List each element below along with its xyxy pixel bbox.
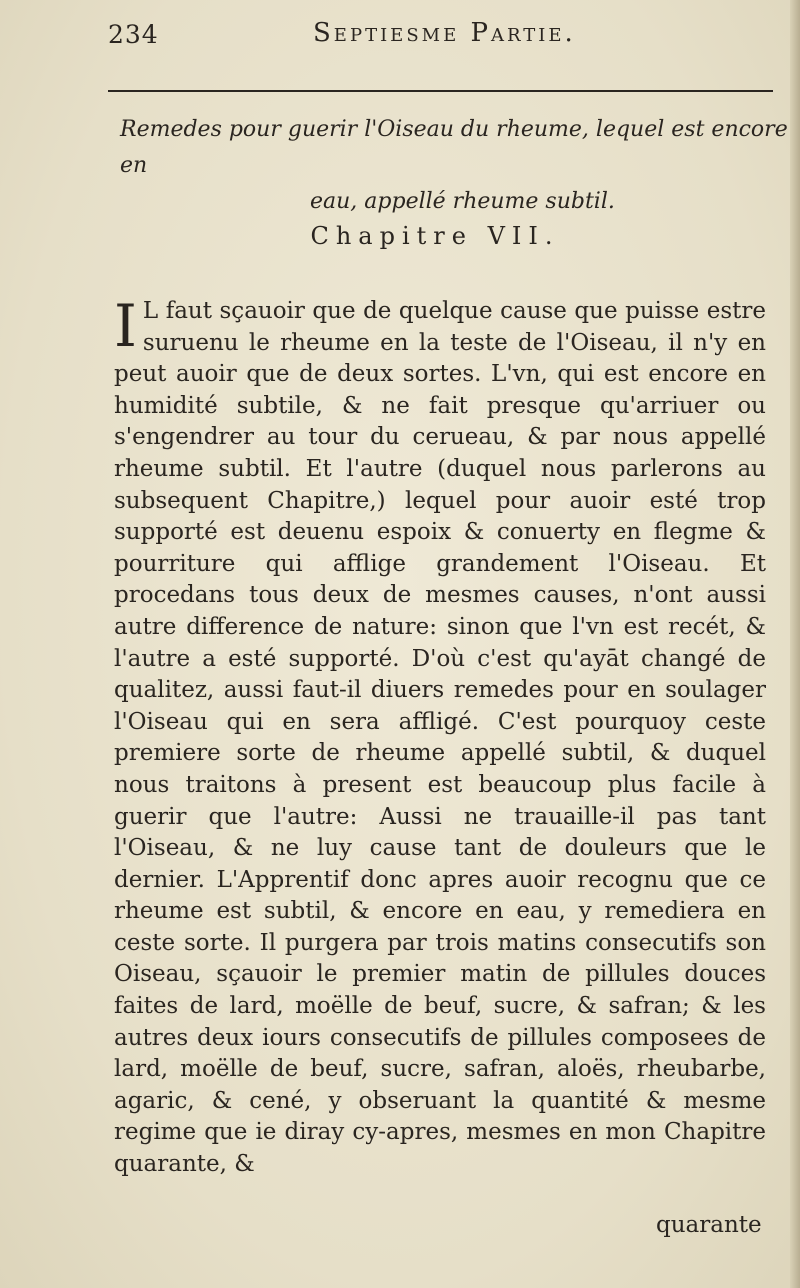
page-header [108, 18, 768, 58]
chapter-summary-line1: Remedes pour guerir l'Oiseau du rheume, lequel est encore en [120, 117, 788, 178]
chapter-summary [120, 112, 800, 220]
drop-initial: I [114, 292, 137, 360]
catchword: quarante [656, 1212, 762, 1238]
page-number: 234 [108, 20, 159, 49]
body-text [114, 292, 766, 1181]
chapter-heading: Chapitre VII. [310, 222, 560, 250]
body-paragraph: L faut sçauoir que de quelque cause que puisse estre suruenu le rheume en la teste de l'Oiseau, il n'y en peut auoir que de deux sortes. L'vn, qui est encore en humidité subtile, & ne fait presque qu'arriuer ou s'engendrer au tour du cerueau, & par nous appellé rheume subtil. Et l'autre (duquel nous parlerons au subsequent Chapitre,) lequel pour auoir esté trop supporté est deuenu espoix & conuerty en flegme & pourriture qui afflige grandement l'Oiseau. Et procedans tous deux de mesmes causes, n'ont aussi autre difference de nature: sinon que l'vn est recét, & l'autre a esté supporté. D'où c'est qu'ayāt changé de qualitez, aussi faut-il diuers remedes pour en soulager l'Oiseau qui en sera affligé. C'est pourquoy ceste premiere sorte de rheume appellé subtil, & duquel nous traitons à present est beaucoup plus facile à guerir que l'autre: Aussi ne trauaille-il pas tant l'Oiseau, & ne luy cause tant de douleurs que le dernier. L'Apprentif donc apres auoir recognu que ce rheume est subtil, & encore en eau, y remediera en ceste sorte. Il purgera par trois matins consecutifs son Oiseau, sçauoir le premier matin de pillules douces faites de lard, moëlle de beuf, sucre, & safran; & les autres deux iours consecutifs de pillules composees de lard, moëlle de beuf, sucre, safran, aloës, rheubarbe, agaric, & cené, y obseruant la quantité & mesme regime que ie diray cy-apres, mesmes en mon Chapitre quarante, & [114, 298, 766, 1178]
header-rule [108, 90, 773, 92]
chapter-summary-line2: eau, appellé rheume subtil. [310, 189, 615, 214]
running-title: Septiesme Partie. [313, 18, 576, 48]
